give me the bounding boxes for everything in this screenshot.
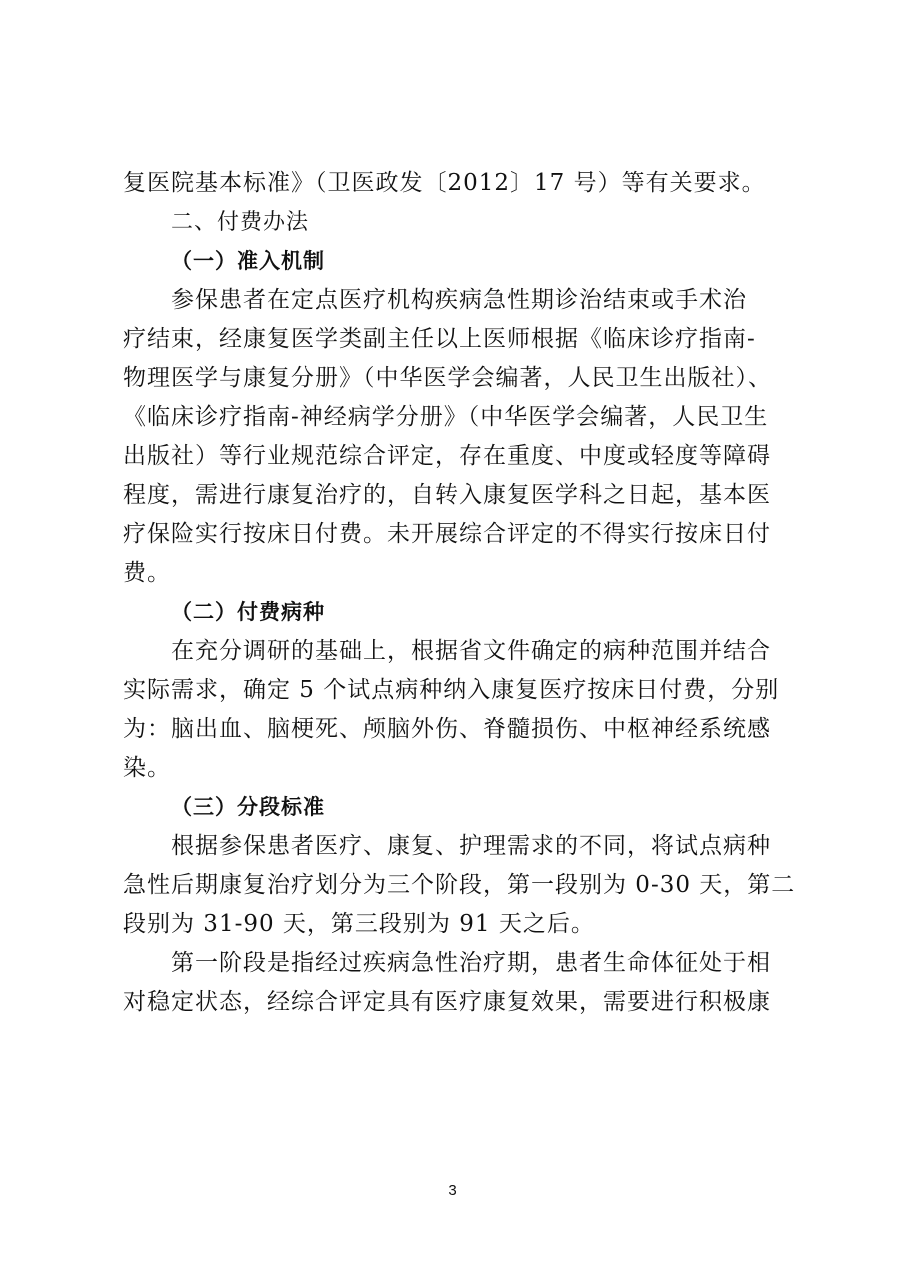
paragraph-line: 根据参保患者医疗、康复、护理需求的不同，将试点病种: [171, 833, 771, 859]
section-heading-payment-method: 二、付费办法: [171, 210, 310, 235]
paragraph-line: 染。: [123, 755, 171, 781]
paragraph-line: 急性后期康复治疗划分为三个阶段，第一段别为 0-30 天，第二: [123, 872, 796, 898]
paragraph-line: 费。: [123, 560, 171, 586]
paragraph-line: 参保患者在定点医疗机构疾病急性期诊治结束或手术治: [171, 287, 747, 313]
paragraph-line: 为：脑出血、脑梗死、颅脑外伤、脊髓损伤、中枢神经系统感: [123, 716, 771, 742]
document-body: [123, 164, 796, 1022]
paragraph-line: 在充分调研的基础上，根据省文件确定的病种范围并结合: [171, 638, 771, 664]
subsection-heading-admission: （一）准入机制: [171, 249, 325, 273]
paragraph-line: 《临床诊疗指南-神经病学分册》（中华医学会编著，人民卫生: [123, 404, 769, 430]
paragraph-line: 对稳定状态，经综合评定具有医疗康复效果，需要进行积极康: [123, 989, 771, 1015]
subsection-heading-disease-types: （二）付费病种: [171, 600, 325, 624]
intro-line: 复医院基本标准》（卫医政发〔2012〕17 号）等有关要求。: [123, 170, 766, 196]
paragraph-line: 实际需求，确定 5 个试点病种纳入康复医疗按床日付费，分别: [123, 677, 780, 703]
paragraph-line: 疗保险实行按床日付费。未开展综合评定的不得实行按床日付: [123, 521, 771, 547]
paragraph-line: 程度，需进行康复治疗的，自转入康复医学科之日起，基本医: [123, 482, 771, 508]
paragraph-line: 段别为 31-90 天，第三段别为 91 天之后。: [123, 911, 595, 937]
paragraph-line: 疗结束，经康复医学类副主任以上医师根据《临床诊疗指南-: [123, 326, 756, 352]
paragraph-line: 第一阶段是指经过疾病急性治疗期，患者生命体征处于相: [171, 950, 771, 976]
page-number: 3: [448, 1182, 457, 1199]
subsection-heading-stage-standard: （三）分段标准: [171, 795, 325, 819]
paragraph-line: 物理医学与康复分册》（中华医学会编著，人民卫生出版社）、: [123, 365, 772, 391]
paragraph-line: 出版社）等行业规范综合评定，存在重度、中度或轻度等障碍: [123, 443, 771, 469]
